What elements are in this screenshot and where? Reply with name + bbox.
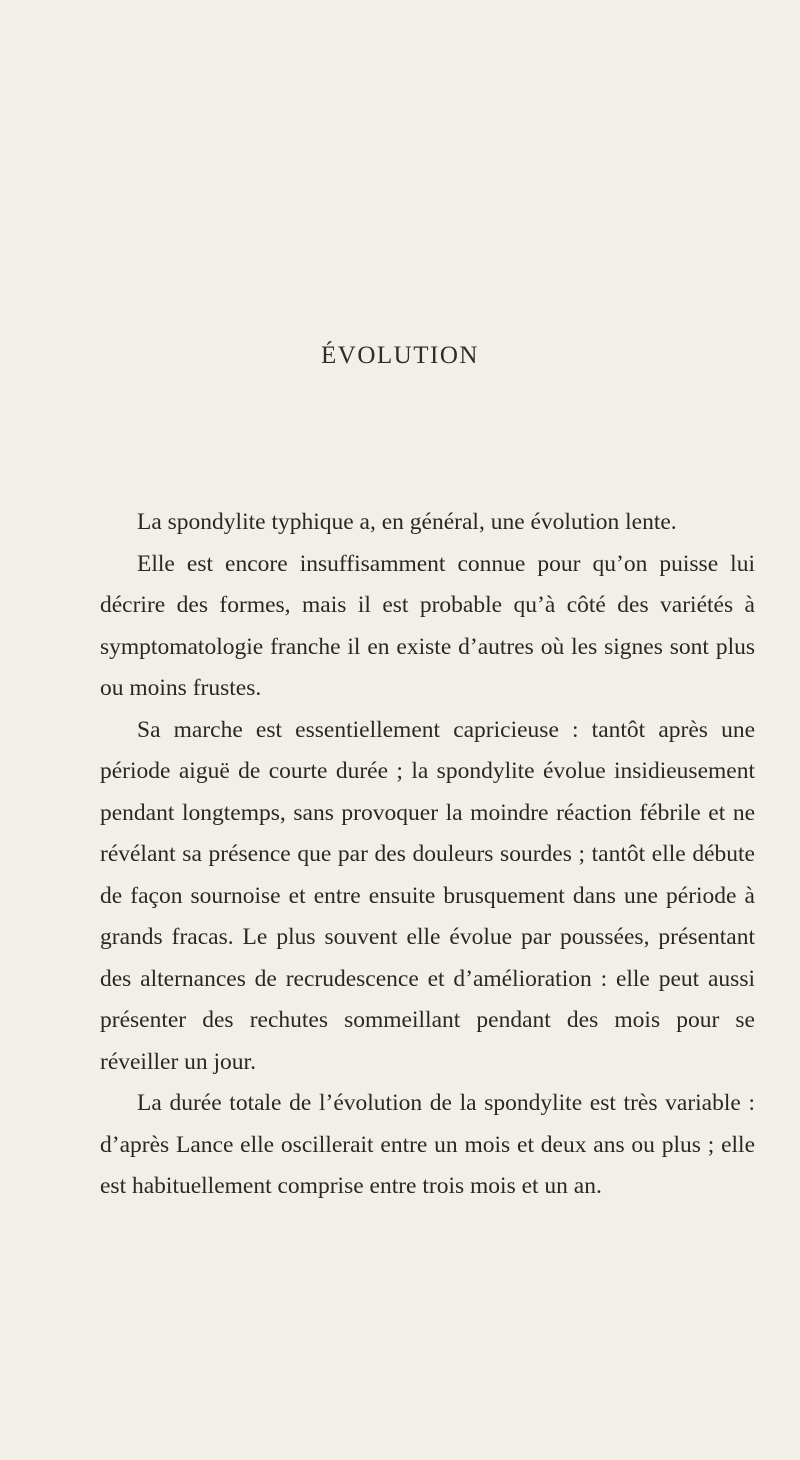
paragraph: La spondylite typhique a, en général, une évolution lente. bbox=[137, 509, 677, 535]
paragraph: Sa marche est essentiellement capricieuse : tantôt après une période aiguë de courte durée ; la spondylite évolue insidieusement pendant longtemps, sans provoquer la moindre réaction fébrile et ne révélant sa présence que par des douleurs sourdes ; tantôt elle débute de façon sournoise et entre ensuite brusquement dans une période à grands fracas. Le plus souvent elle évolue par poussées, présentant des alternances de recrudescence et d’amélioration : elle peut aussi présenter des rechutes sommeillant pendant des mois pour se réveiller un jour. bbox=[100, 716, 755, 1075]
body-text bbox=[100, 502, 755, 1208]
chapter-heading: ÉVOLUTION bbox=[321, 342, 479, 369]
paragraph: Elle est encore insuffisamment connue pour qu’on puisse lui décrire des formes, mais il est probable qu’à côté des variétés à symptomatologie franche il en existe d’autres où les signes sont plus ou moins frustes. bbox=[100, 550, 755, 701]
paragraph: La durée totale de l’évolution de la spondylite est très variable : d’après Lance elle oscillerait entre un mois et deux ans ou plus ; elle est habituellement comprise entre trois mois et un an. bbox=[100, 1090, 755, 1199]
